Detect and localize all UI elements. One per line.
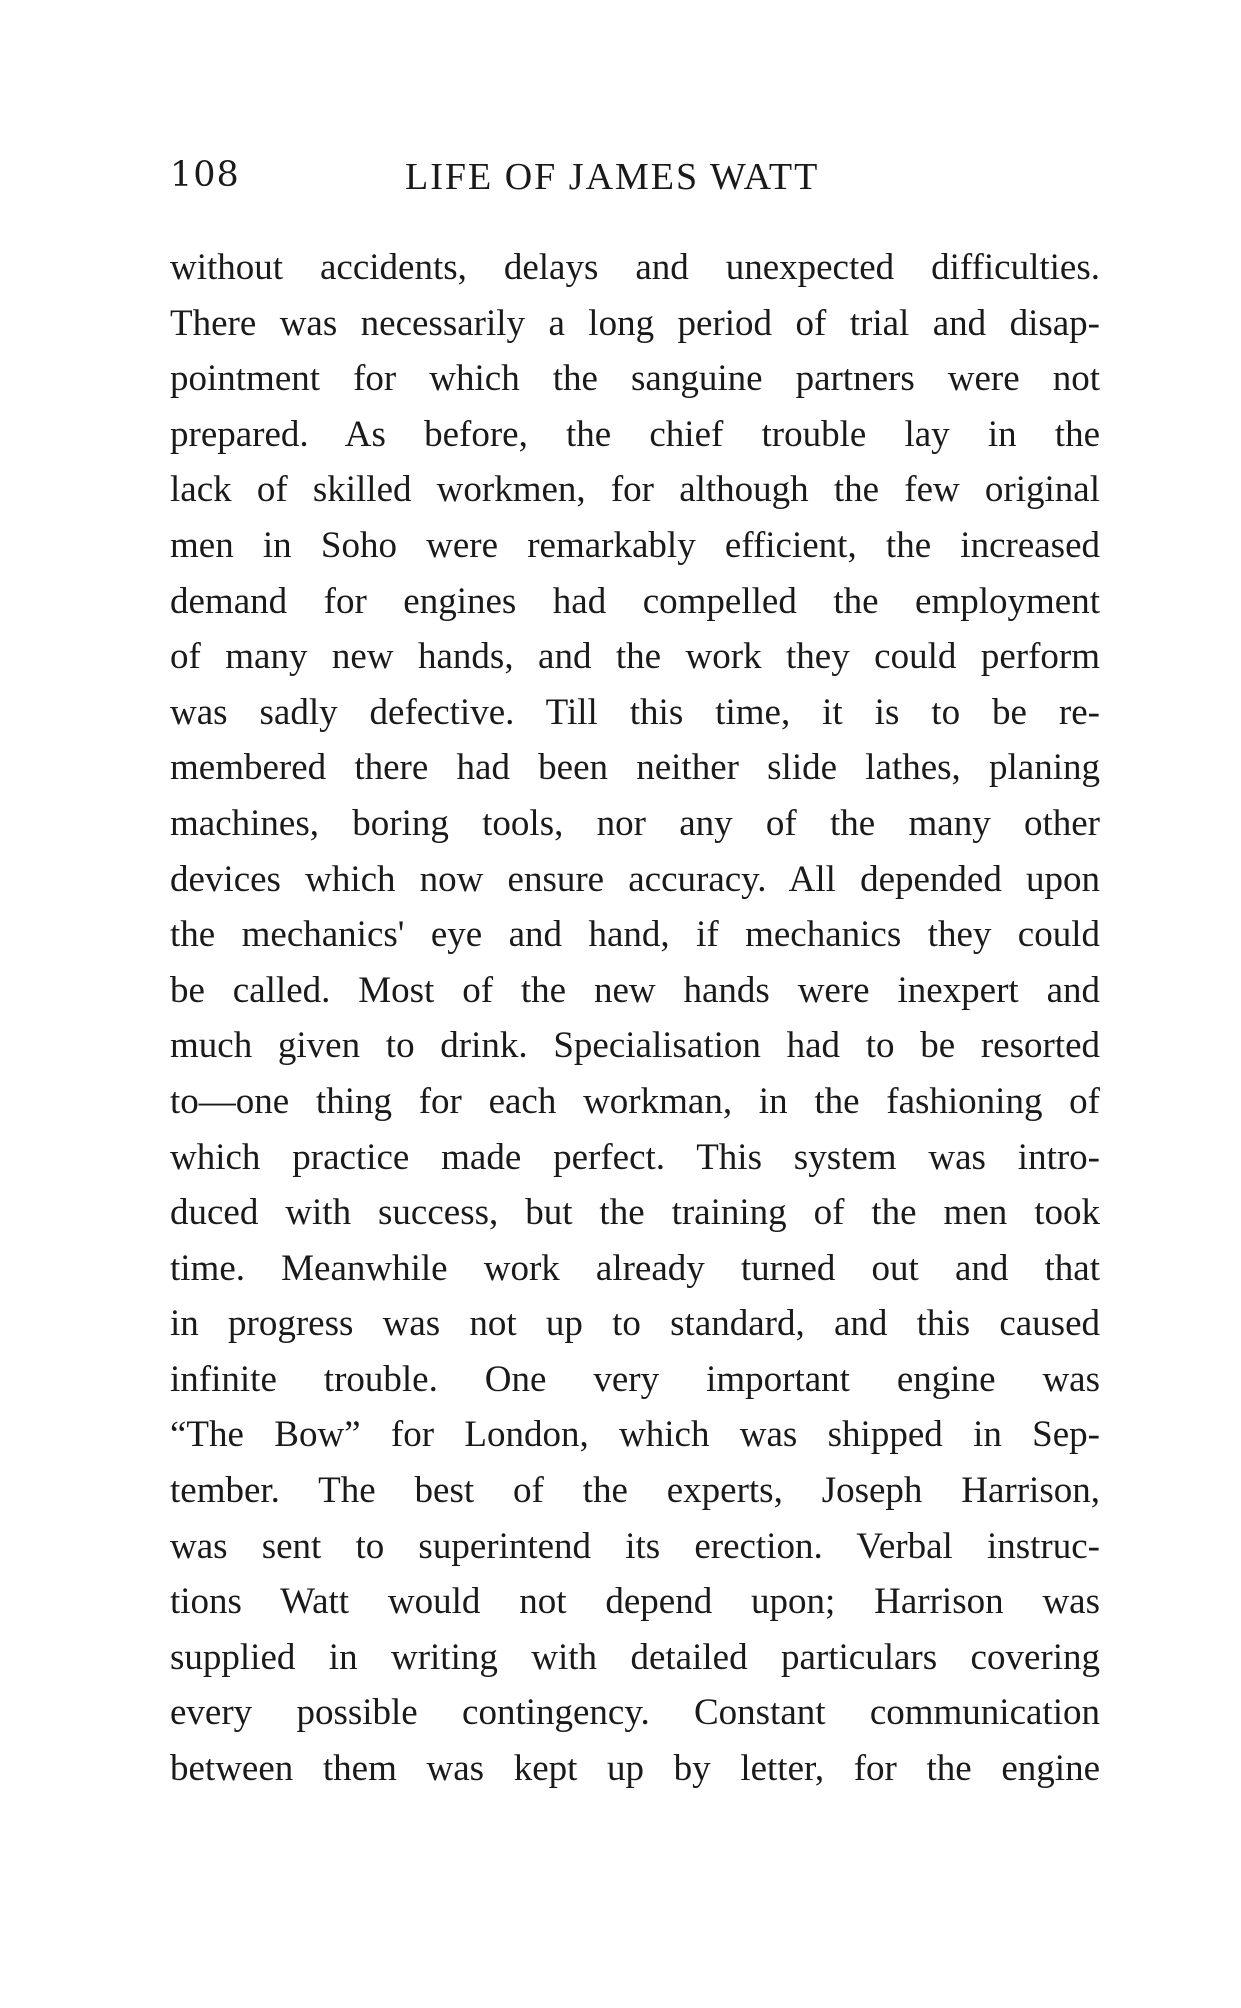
text-line: infinite trouble. One very important engine was [170,1358,1100,1400]
text-line: prepared. As before, the chief trouble lay in the [170,413,1100,455]
text-line: membered there had been neither slide lathes, planing [170,747,1100,789]
text-line: There was necessarily a long period of trial and disap- [170,302,1100,344]
text-line: machines, boring tools, nor any of the many other [170,802,1100,844]
text-line: which practice made perfect. This system was intro- [170,1136,1100,1178]
text-line: supplied in writing with detailed particulars covering [170,1636,1100,1678]
text-line: demand for engines had compelled the employment [170,580,1100,622]
page-number: 108 [170,155,240,195]
text-line: tions Watt would not depend upon; Harrison was [170,1581,1100,1623]
running-title: LIFE OF JAMES WATT [405,156,820,198]
body-text [170,240,1100,1797]
running-head [170,155,1100,205]
text-line: to—one thing for each workman, in the fashioning of [170,1080,1100,1122]
text-line: of many new hands, and the work they could perform [170,636,1100,678]
text-line: pointment for which the sanguine partners were not [170,358,1100,400]
text-line: devices which now ensure accuracy. All depended upon [170,858,1100,900]
text-line: lack of skilled workmen, for although the few original [170,469,1100,511]
text-line: was sadly defective. Till this time, it is to be re- [170,691,1100,733]
text-line: time. Meanwhile work already turned out and that [170,1247,1100,1289]
text-line: was sent to superintend its erection. Verbal instruc- [170,1525,1100,1567]
text-line: the mechanics' eye and hand, if mechanics they could [170,914,1100,956]
text-line: in progress was not up to standard, and this caused [170,1303,1100,1345]
text-line: much given to drink. Specialisation had to be resorted [170,1025,1100,1067]
text-line: men in Soho were remarkably efficient, the increased [170,524,1100,566]
text-line: “The Bow” for London, which was shipped in Sep- [170,1414,1100,1456]
text-line: between them was kept up by letter, for the engine [170,1748,1100,1790]
text-line: every possible contingency. Constant communication [170,1692,1100,1734]
text-line: duced with success, but the training of the men took [170,1192,1100,1234]
text-line: tember. The best of the experts, Joseph Harrison, [170,1470,1100,1512]
text-line: be called. Most of the new hands were inexpert and [170,969,1100,1011]
text-line: without accidents, delays and unexpected difficulties. [170,247,1100,288]
